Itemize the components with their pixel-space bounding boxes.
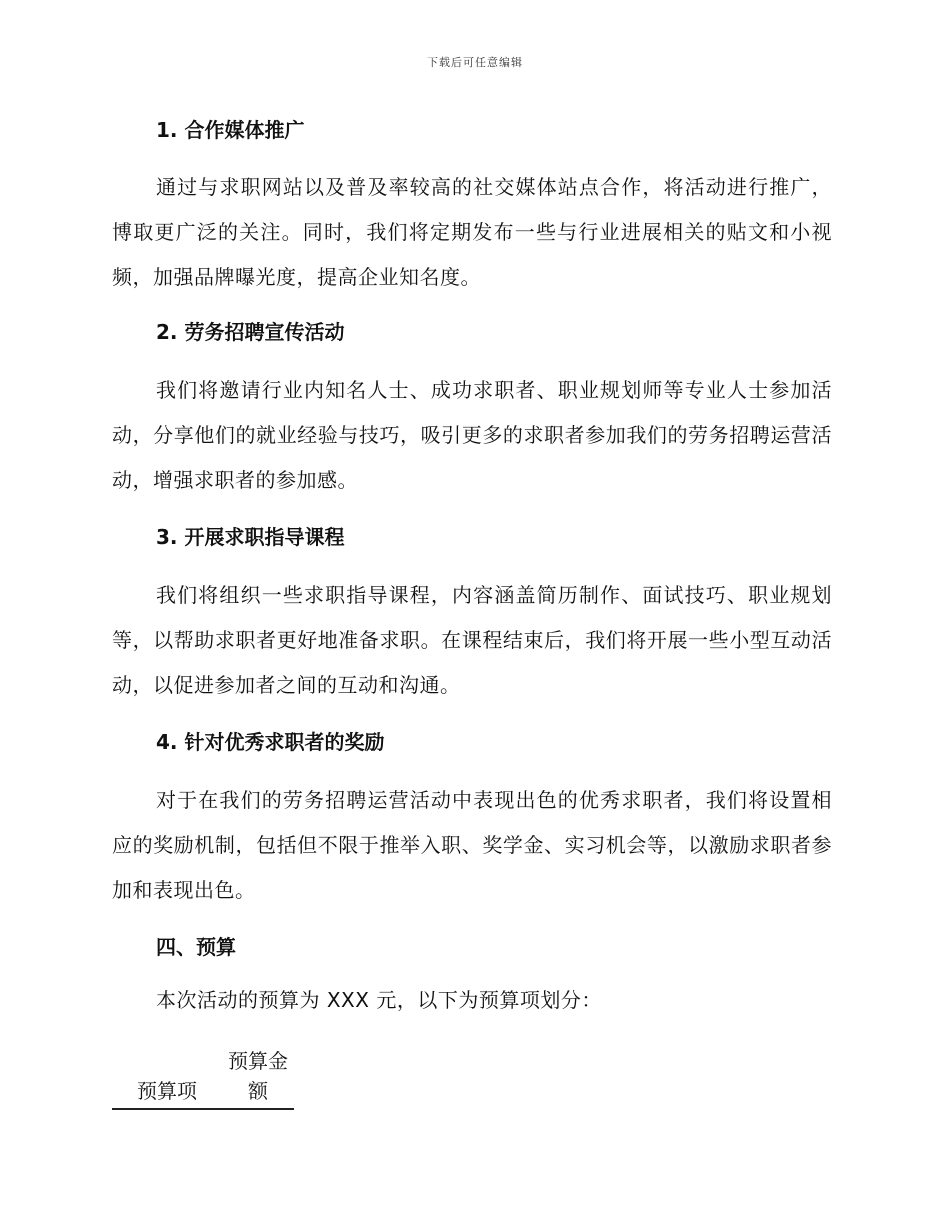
section-paragraph-recruitment-campaign: 我们将邀请行业内知名人士、成功求职者、职业规划师等专业人士参加活动，分享他们的就业经验与技巧，吸引更多的求职者参加我们的劳务招聘运营活动，增强求职者的参加感。 (112, 378, 832, 492)
section-heading-budget: 四、预算 (156, 935, 236, 959)
budget-table-header-row (112, 1046, 294, 1109)
section-paragraph-career-courses: 我们将组织一些求职指导课程，内容涵盖简历制作、面试技巧、职业规划等，以帮助求职者更好地准备求职。在课程结束后，我们将开展一些小型互动活动，以促进参加者之间的互动和沟通。 (112, 583, 832, 697)
section-paragraph-budget: 本次活动的预算为 XXX 元，以下为预算项划分： (156, 988, 602, 1012)
section-heading-recruitment-campaign: 2. 劳务招聘宣传活动 (156, 320, 345, 344)
section-paragraph-rewards: 对于在我们的劳务招聘运营活动中表现出色的优秀求职者，我们将设置相应的奖励机制，包括但不限于推举入职、奖学金、实习机会等，以激励求职者参加和表现出色。 (112, 788, 832, 902)
section-paragraph-media-promotion: 通过与求职网站以及普及率较高的社交媒体站点合作，将活动进行推广，博取更广泛的关注。同时，我们将定期发布一些与行业进展相关的贴文和小视频，加强品牌曝光度，提高企业知名度。 (112, 175, 832, 289)
budget-table (112, 1046, 294, 1110)
header-note: 下载后可任意编辑 (427, 56, 523, 69)
budget-table-header-amount: 预算金额 (222, 1046, 294, 1109)
section-heading-rewards: 4. 针对优秀求职者的奖励 (156, 730, 385, 754)
budget-table-header-item: 预算项 (112, 1046, 222, 1109)
section-heading-career-courses: 3. 开展求职指导课程 (156, 525, 345, 549)
section-heading-media-promotion: 1. 合作媒体推广 (156, 118, 305, 142)
